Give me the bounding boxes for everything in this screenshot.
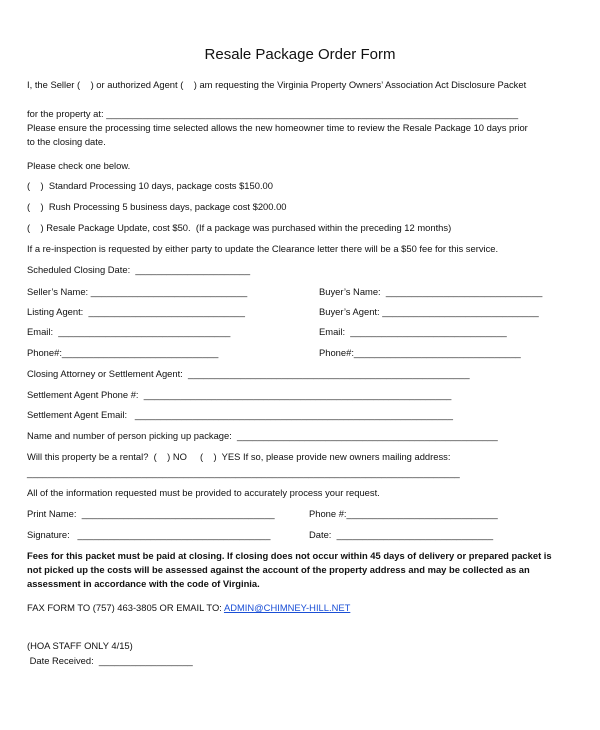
phone-right-field[interactable]: Phone#:________________________________ [319,347,521,358]
settlement-agent-email-field[interactable]: Settlement Agent Email: _____________________________________________________________ [27,409,453,420]
processing-note-line-1: Please ensure the processing time selected allows the new homeowner time to review the Resale Package 10 days prior [27,122,528,133]
info-required-note: All of the information requested must be provided to accurately process your request. [27,487,380,498]
date-received-field[interactable]: Date Received: __________________ [27,655,193,666]
fees-note-line-1: Fees for this packet must be paid at closing. If closing does not occur within 45 days of delivery or prepared packet is [27,550,552,561]
reinspection-note: If a re-inspection is requested by either party to update the Clearance letter there will be a $50 fee for this service. [27,243,499,254]
buyers-name-field[interactable]: Buyer’s Name: ______________________________ [319,286,543,297]
check-one-label: Please check one below. [27,160,131,171]
buyers-agent-field[interactable]: Buyer’s Agent: ______________________________ [319,306,539,317]
page-title: Resale Package Order Form [204,46,396,63]
phone-number-field[interactable]: Phone #:_____________________________ [309,508,498,519]
settlement-agent-phone-field[interactable]: Settlement Agent Phone #: ___________________________________________________________ [27,389,452,400]
property-address-field[interactable]: for the property at: _______________________________________________________________________________ [27,108,519,119]
signature-field[interactable]: Signature: _____________________________________ [27,529,271,540]
listing-agent-field[interactable]: Listing Agent: ______________________________ [27,306,245,317]
admin-email-link[interactable]: ADMIN@CHIMNEY-HILL.NET [223,602,351,613]
person-picking-up-field[interactable]: Name and number of person picking up package: __________________________________________________ [27,430,498,441]
option-package-update[interactable]: ( ) Resale Package Update, cost $50. (If a package was purchased within the preceding 12 months) [27,222,452,233]
fees-note-line-2: not picked up the costs will be assessed against the account of the property address and may be collected as an [27,564,530,575]
fees-note-line-3: assessment in accordance with the code of Virginia. [27,578,260,589]
intro-line: I, the Seller ( ) or authorized Agent ( ) am requesting the Virginia Property Owners’ Association Act Disclosure Packet [27,79,527,90]
option-standard-processing[interactable]: ( ) Standard Processing 10 days, package costs $150.00 [27,180,273,191]
rental-question[interactable]: Will this property be a rental? ( ) NO ( ) YES If so, please provide new owners mailing address: [27,451,451,462]
closing-attorney-field[interactable]: Closing Attorney or Settlement Agent: ______________________________________________________ [27,368,470,379]
phone-left-field[interactable]: Phone#:______________________________ [27,347,219,358]
date-field[interactable]: Date: ______________________________ [309,529,494,540]
fax-email-line [27,602,350,614]
hoa-staff-label: (HOA STAFF ONLY 4/15) [27,640,133,651]
rental-address-field[interactable]: ___________________________________________________________________________________ [27,467,460,478]
scheduled-closing-date-field[interactable]: Scheduled Closing Date: ______________________ [27,264,251,275]
sellers-name-field[interactable]: Seller’s Name: ______________________________ [27,286,248,297]
email-left-field[interactable]: Email: _________________________________ [27,326,231,337]
email-right-field[interactable]: Email: ______________________________ [319,326,507,337]
print-name-field[interactable]: Print Name: _____________________________________ [27,508,275,519]
processing-note-line-2: to the closing date. [27,136,106,147]
option-rush-processing[interactable]: ( ) Rush Processing 5 business days, package cost $200.00 [27,201,287,212]
fax-label: FAX FORM TO (757) 463-3805 OR EMAIL TO: [27,602,224,613]
